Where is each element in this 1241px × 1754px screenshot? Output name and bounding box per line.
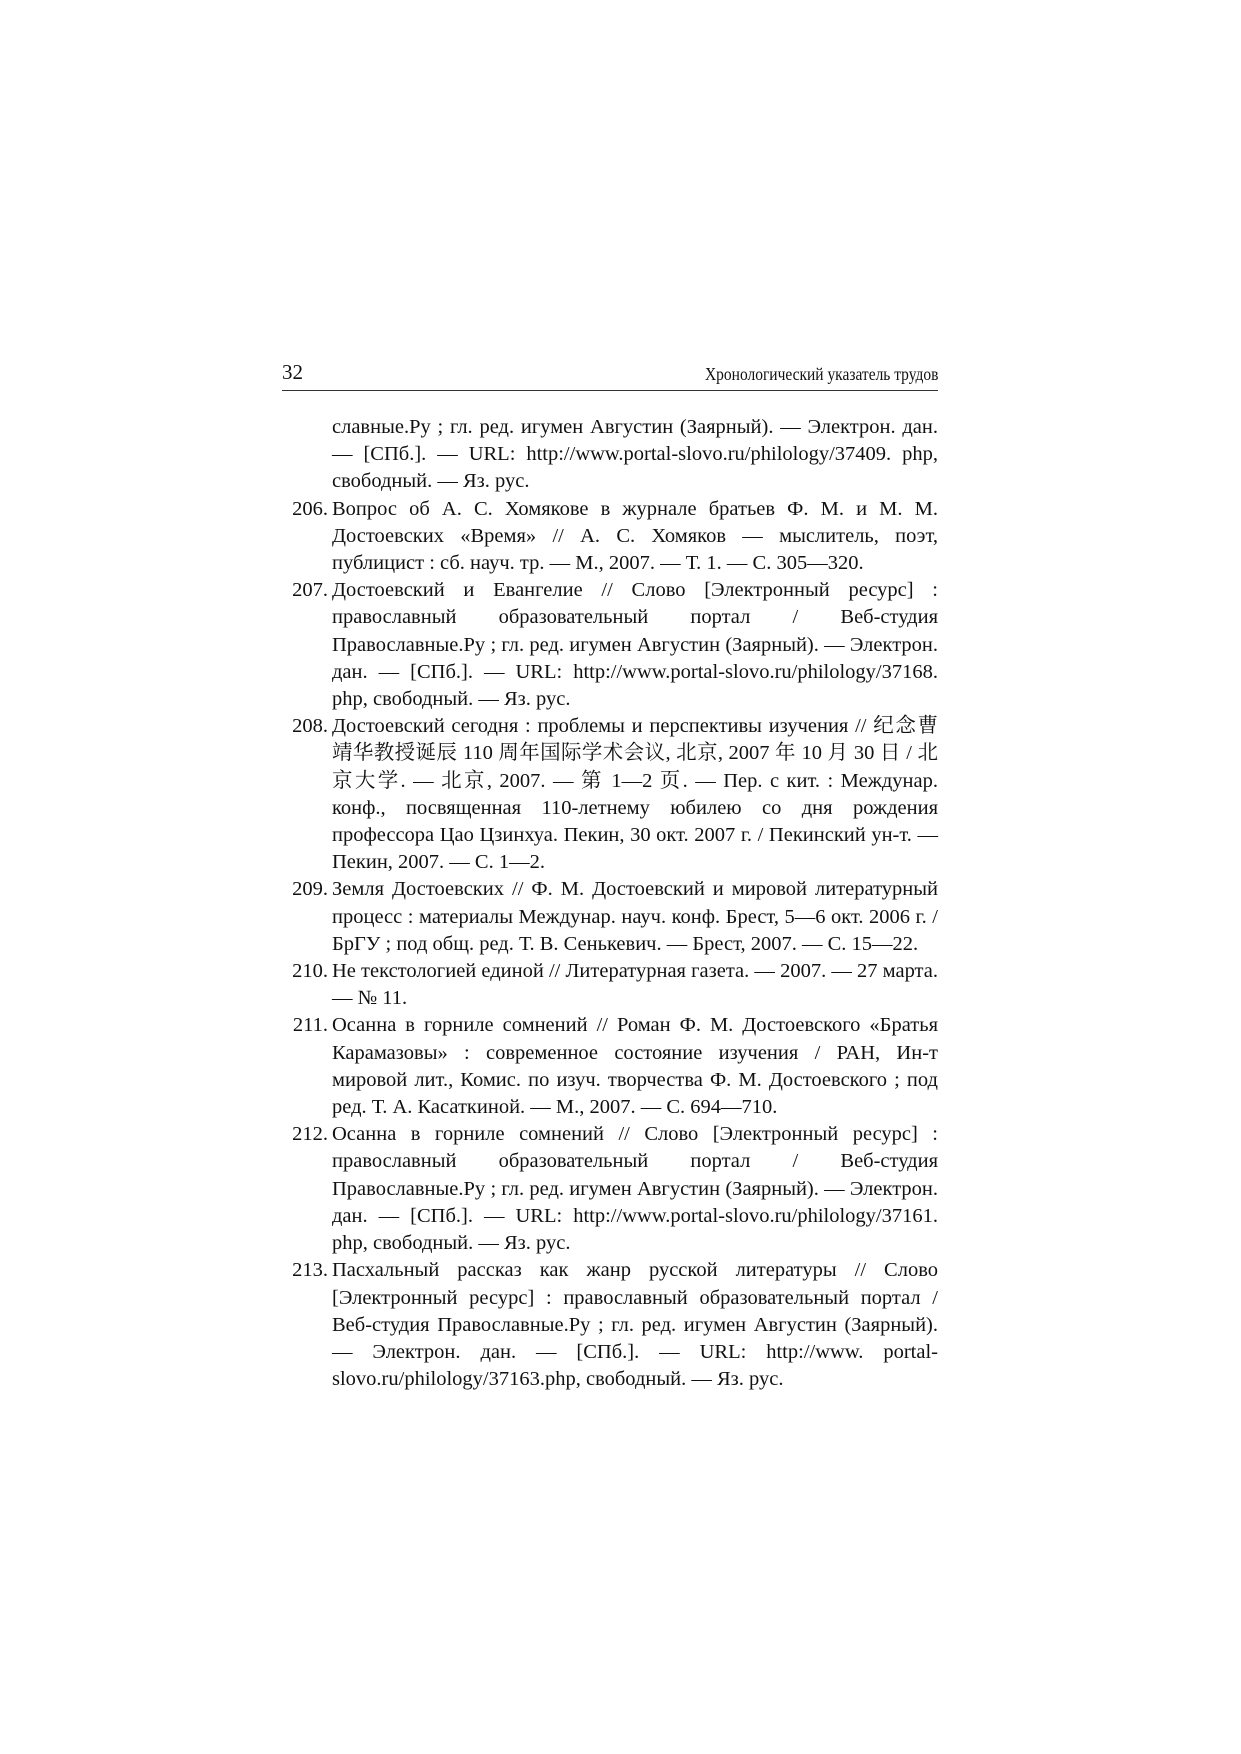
entry-number: 206. bbox=[292, 497, 328, 520]
entry-text: Не текстологией единой // Литературная газета. — 2007. — 27 марта. — № 11. bbox=[332, 960, 938, 1010]
bibliography-list bbox=[282, 414, 938, 1393]
entry-number: 207. bbox=[292, 579, 328, 602]
bibliography-entry-213 bbox=[282, 1257, 938, 1393]
entry-number: 210. bbox=[292, 960, 328, 983]
entry-number: 209. bbox=[292, 878, 328, 901]
entry-text: славные.Ру ; гл. ред. игумен Августин (Заярный). — Электрон. дан. — [СПб.]. — URL: http://www.portal-slovo.ru/philology/37409. php, свободный. — Яз. рус. bbox=[332, 416, 938, 493]
entry-text: Достоевский и Евангелие // Слово [Электронный ресурс] : православный образовательный портал / Веб-студия Православные.Ру ; гл. ред. игумен Августин (Заярный). — Электрон. дан. — [СПб.]. — URL: http://www.portal-slovo.ru/philology/37168. php, свободный. — Яз. рус. bbox=[332, 579, 938, 711]
entry-text: Осанна в горниле сомнений // Слово [Электронный ресурс] : православный образовательный портал / Веб-студия Православные.Ру ; гл. ред. игумен Августин (Заярный). — Электрон. дан. — [СПб.]. — URL: http://www.portal-slovo.ru/philology/37161. php, свободный. — Яз. рус. bbox=[332, 1123, 938, 1255]
bibliography-entry-206 bbox=[282, 496, 938, 578]
page-number: 32 bbox=[282, 360, 303, 384]
page-header bbox=[282, 356, 938, 391]
bibliography-entry-209 bbox=[282, 876, 938, 958]
bibliography-entry-210 bbox=[282, 958, 938, 1012]
entry-text: Достоевский сегодня : проблемы и перспективы изучения // 纪念曹靖华教授诞辰 110 周年国际学术会议, 北京, 2007 年 10 月 30 日 / 北京大学. — 北京, 2007. — 第 1—2 页. — Пер. с кит. : Междунар. конф., посвященная 110-летнему юбилею со дня рождения профессора Цао Цзинхуа. Пекин, 30 окт. 2007 г. / Пекинский ун-т. — Пекин, 2007. — С. 1—2. bbox=[332, 715, 938, 874]
entry-text: Земля Достоевских // Ф. М. Достоевский и мировой литературный процесс : материалы Междунар. науч. конф. Брест, 5—6 окт. 2006 г. / БрГУ ; под общ. ред. Т. В. Сенькевич. — Брест, 2007. — С. 15—22. bbox=[332, 878, 938, 955]
bibliography-entry-211 bbox=[282, 1012, 938, 1121]
entry-number: 211. bbox=[292, 1014, 328, 1037]
bibliography-entry-212 bbox=[282, 1121, 938, 1257]
running-title: Хронологический указатель трудов bbox=[704, 364, 938, 384]
entry-number: 208. bbox=[292, 715, 328, 738]
entry-text: Вопрос об А. С. Хомякове в журнале братьев Ф. М. и М. М. Достоевских «Время» // А. С. Хомяков — мыслитель, поэт, публицист : сб. науч. тр. — М., 2007. — Т. 1. — С. 305—320. bbox=[332, 497, 938, 575]
entry-number: 212. bbox=[292, 1123, 328, 1146]
bibliography-entry-continued bbox=[282, 414, 938, 496]
entry-number: 213. bbox=[292, 1259, 328, 1282]
entry-text: Пасхальный рассказ как жанр русской литературы // Слово [Электронный ресурс] : православный образовательный портал / Веб-студия Православные.Ру ; гл. ред. игумен Августин (Заярный). — Электрон. дан. — [СПб.]. — URL: http://www. portal-slovo.ru/philology/37163.php, свободный. — Яз. рус. bbox=[332, 1259, 938, 1391]
bibliography-entry-208 bbox=[282, 713, 938, 876]
entry-text: Осанна в горниле сомнений // Роман Ф. М. Достоевского «Братья Карамазовы» : современное состояние изучения / РАН, Ин-т мировой лит., Комис. по изуч. творчества Ф. М. Достоевского ; под ред. Т. А. Касаткиной. — М., 2007. — С. 694—710. bbox=[332, 1014, 938, 1119]
bibliography-entry-207 bbox=[282, 577, 938, 713]
